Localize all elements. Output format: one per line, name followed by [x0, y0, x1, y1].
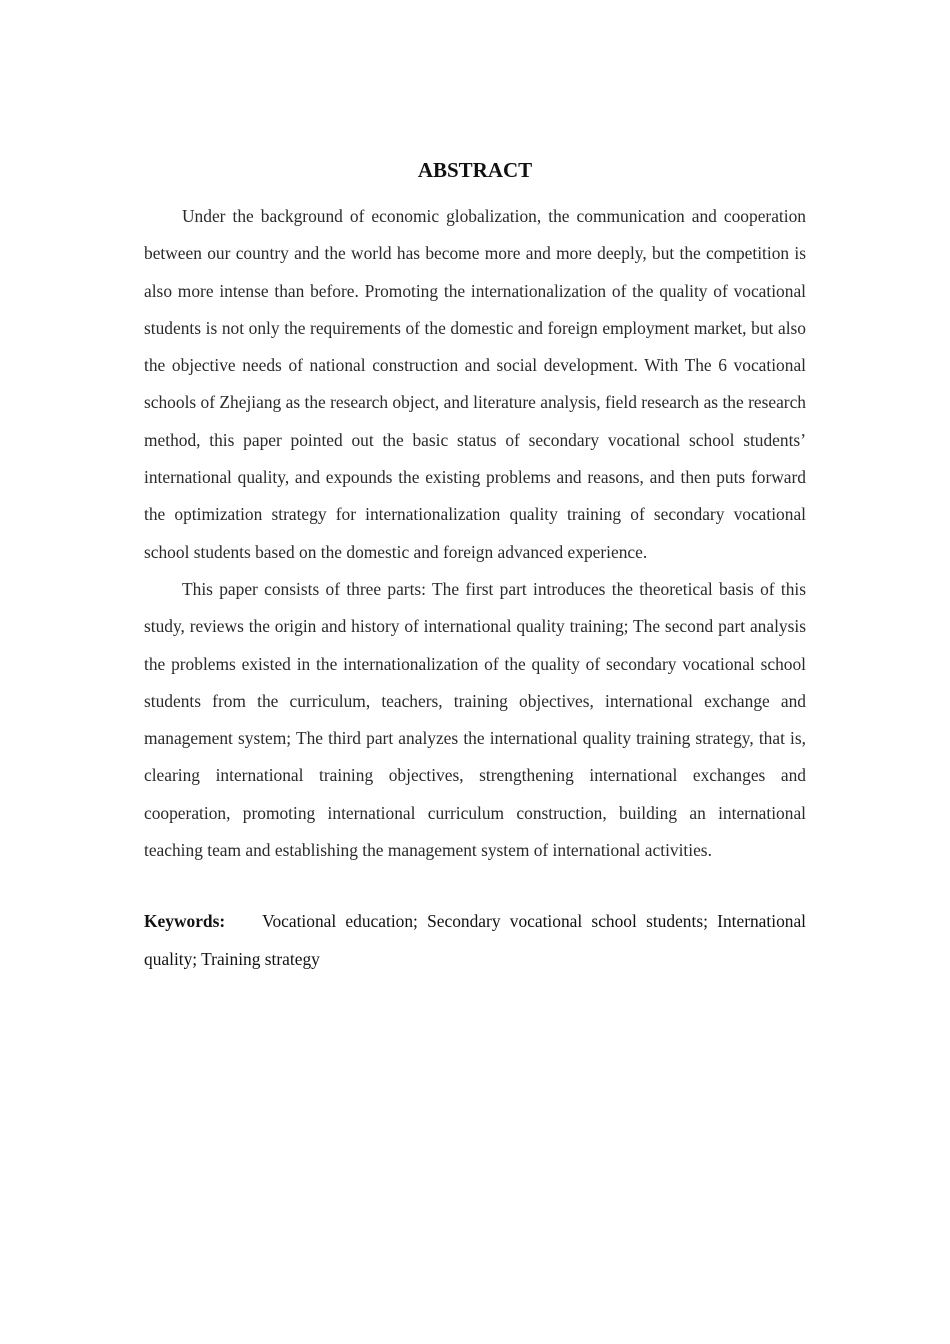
abstract-paragraph-1: Under the background of economic globalization, the communication and cooperation between our country and the world has become more and more deeply, but the competition is also more intense than before. Promoting the internationalization of the quality of vocational students is not only the requirements of the domestic and foreign employment market, but also the objective needs of national construction and social development. With The 6 vocational schools of Zhejiang as the research object, and literature analysis, field research as the research method, this paper pointed out the basic status of secondary vocational school students’ international quality, and expounds the existing problems and reasons, and then puts forward the optimization strategy for internationalization quality training of secondary vocational school students based on the domestic and foreign advanced experience.: [144, 206, 806, 562]
keywords-list: Vocational education; Secondary vocational school students; International quality; Training strategy: [144, 911, 807, 969]
abstract-title: ABSTRACT: [417, 158, 533, 182]
abstract-section: [144, 156, 806, 978]
keywords-line: [144, 903, 806, 978]
keywords-label: Keywords:: [144, 911, 226, 932]
abstract-paragraph-2: This paper consists of three parts: The first part introduces the theoretical basis of this study, reviews the origin and history of international quality training; The second part analysis the problems existed in the internationalization of the quality of secondary vocational school students from the curriculum, teachers, training objectives, international exchange and management system; The third part analyzes the international quality training strategy, that is, clearing international training objectives, strengthening international exchanges and cooperation, promoting international curriculum construction, building an international teaching team and establishing the management system of international activities.: [144, 578, 806, 861]
